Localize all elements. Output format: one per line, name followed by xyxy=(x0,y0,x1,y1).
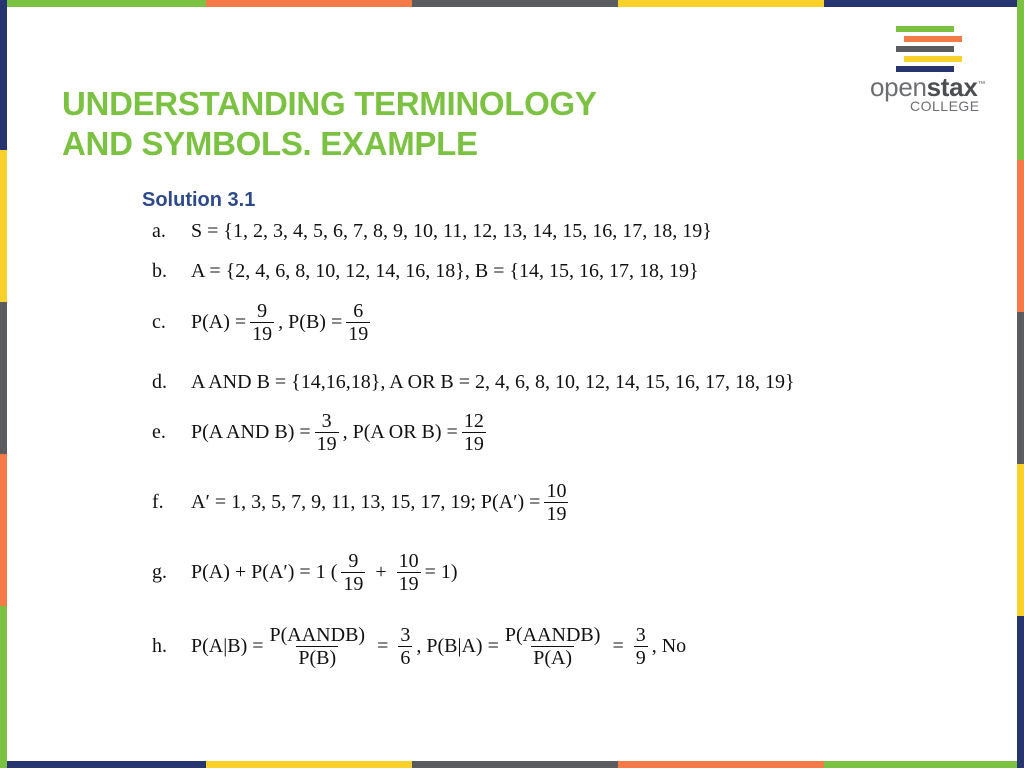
denominator: 6 xyxy=(400,646,411,669)
border-segment xyxy=(618,761,824,768)
border-segment xyxy=(1017,464,1024,616)
denominator: 19 xyxy=(348,322,369,345)
item-text: P(A) = xyxy=(191,310,247,333)
denominator: 19 xyxy=(546,502,567,525)
logo-stripe xyxy=(904,36,962,42)
solution-item-b xyxy=(152,251,699,291)
item-label: f. xyxy=(152,490,164,513)
denominator: 19 xyxy=(316,432,337,455)
item-text: A = {2, 4, 6, 8, 10, 12, 14, 16, 18}, B = {14, 15, 16, 17, 18, 19} xyxy=(191,259,699,282)
logo-college: COLLEGE xyxy=(910,98,980,114)
logo-open: open xyxy=(870,72,927,102)
fraction xyxy=(634,625,648,668)
fraction xyxy=(462,411,486,454)
item-text: = 1) xyxy=(424,560,458,583)
numerator: 3 xyxy=(635,623,646,646)
item-label: a. xyxy=(152,219,166,242)
fraction xyxy=(268,625,368,668)
logo-trademark: ™ xyxy=(977,79,986,89)
denominator: P(A) xyxy=(533,646,573,669)
slide-title xyxy=(62,84,597,164)
fraction xyxy=(544,481,568,524)
denominator: 9 xyxy=(635,646,646,669)
item-text: , P(B|A) = xyxy=(416,634,499,657)
item-text: A′ = 1, 3, 5, 7, 9, 11, 13, 15, 17, 19; P(A′) = xyxy=(191,490,541,513)
item-label: e. xyxy=(152,420,166,443)
denominator: 19 xyxy=(398,572,419,595)
border-segment xyxy=(824,0,1024,7)
plus-sign: + xyxy=(375,560,387,583)
solution-item-d xyxy=(152,362,795,402)
openstax-logo xyxy=(866,26,996,116)
border-segment xyxy=(0,302,7,454)
border-segment xyxy=(1017,312,1024,464)
item-label: h. xyxy=(152,634,167,657)
numerator: 3 xyxy=(400,623,411,646)
item-label: g. xyxy=(152,560,167,583)
numerator: 12 xyxy=(463,409,484,432)
denominator: 19 xyxy=(252,322,273,345)
border-segment xyxy=(412,761,618,768)
item-text: A AND B = {14,16,18}, A OR B = 2, 4, 6, 8, 10, 12, 14, 15, 16, 17, 18, 19} xyxy=(191,370,795,393)
equals-sign: = xyxy=(612,634,624,657)
numerator: P(AANDB) xyxy=(504,623,601,646)
solution-item-e xyxy=(152,409,490,455)
item-text: P(A AND B) = xyxy=(191,420,311,443)
numerator: 9 xyxy=(348,549,359,572)
item-text: P(A) + P(A′) = 1 ( xyxy=(191,560,338,583)
logo-stripe xyxy=(896,46,954,52)
equals-sign: = xyxy=(377,634,389,657)
solution-item-c xyxy=(152,299,374,345)
title-line-1: UNDERSTANDING TERMINOLOGY xyxy=(62,85,597,122)
numerator: 10 xyxy=(398,549,419,572)
border-segment xyxy=(0,150,7,302)
denominator: P(B) xyxy=(298,646,337,669)
fraction xyxy=(503,625,603,668)
solution-item-h xyxy=(152,623,687,669)
logo-stripe xyxy=(904,56,962,62)
border-segment xyxy=(206,0,412,7)
item-text: , No xyxy=(651,634,687,657)
title-line-2: AND SYMBOLS. EXAMPLE xyxy=(62,125,478,162)
border-segment xyxy=(206,761,412,768)
item-text: , P(A OR B) = xyxy=(342,420,458,443)
border-segment xyxy=(824,761,1024,768)
item-text: P(A|B) = xyxy=(191,634,264,657)
border-segment xyxy=(412,0,618,7)
border-segment xyxy=(1017,160,1024,312)
logo-stripe xyxy=(896,26,954,32)
denominator: 19 xyxy=(343,572,364,595)
border-segment xyxy=(1017,616,1024,768)
border-segment xyxy=(0,606,7,768)
item-label: c. xyxy=(152,310,166,333)
fraction xyxy=(341,551,365,594)
fraction xyxy=(346,301,370,344)
solution-item-g xyxy=(152,549,458,595)
item-label: b. xyxy=(152,259,167,282)
border-segment xyxy=(0,761,206,768)
logo-stax: stax xyxy=(926,72,978,102)
numerator: 6 xyxy=(353,299,364,322)
border-segment xyxy=(618,0,824,7)
border-segment xyxy=(0,0,206,7)
numerator: 3 xyxy=(321,409,332,432)
numerator: P(AANDB) xyxy=(269,623,366,646)
fraction xyxy=(397,551,421,594)
fraction xyxy=(315,411,339,454)
border-segment xyxy=(1017,0,1024,160)
item-label: d. xyxy=(152,370,167,393)
item-text: , P(B) = xyxy=(278,310,343,333)
solution-item-a xyxy=(152,211,712,251)
item-text: S = {1, 2, 3, 4, 5, 6, 7, 8, 9, 10, 11, 12, 13, 14, 15, 16, 17, 18, 19} xyxy=(191,219,712,242)
border-segment xyxy=(0,454,7,606)
fraction xyxy=(398,625,412,668)
solution-item-f xyxy=(152,479,572,525)
numerator: 10 xyxy=(546,479,567,502)
denominator: 19 xyxy=(463,432,484,455)
solution-heading: Solution 3.1 xyxy=(142,189,256,211)
border-segment xyxy=(0,0,7,150)
numerator: 9 xyxy=(257,299,268,322)
fraction xyxy=(250,301,274,344)
